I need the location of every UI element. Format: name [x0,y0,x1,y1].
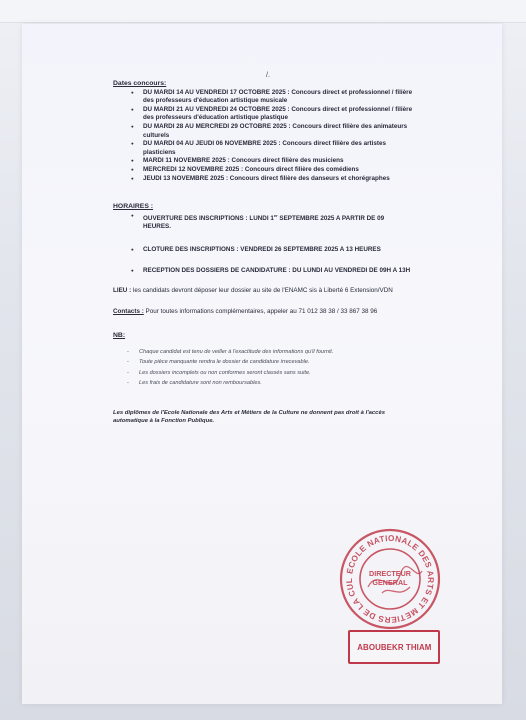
contacts-paragraph [113,308,413,317]
note-item: - Chaque candidat est tenu de veiller à l'exactitude des informations qu'il fournit. [113,347,413,357]
note-item: - Les frais de candidature sont non remboursables. [113,378,413,388]
date-item: ● MERCREDI 12 NOVEMBRE 2025 : Concours direct filière des comédiens [113,166,413,175]
date-item: ● DU MARDI 28 AU MERCREDI 29 OCTOBRE 2025 : Concours direct filière des animateurs culturels [113,123,413,140]
stamp-ring-text: ECOLE NATIONALE DES ARTS ET METIERS DE LA CUL [343,532,437,626]
horaire-item: ● CLOTURE DES INSCRIPTIONS : VENDREDI 26 SEPTEMBRE 2025 A 13 HEURES [113,246,413,255]
note-item: - Les dossiers incomplets ou non conformes seront classés sans suite. [113,368,413,378]
dates-list [113,89,413,184]
date-item: ● DU MARDI 04 AU JEUDI 06 NOVEMBRE 2025 : Concours direct filière des artistes plasticiens [113,140,413,157]
official-stamp [338,527,442,631]
note-item: - Toute pièce manquante rendra le dossier de candidature irrecevable. [113,357,413,367]
horaires-title: HORAIRES : [113,203,154,211]
stamp-center-line1: DIRECTEUR [369,569,411,578]
horaires-list [113,212,413,275]
date-item: ● JEUDI 13 NOVEMBRE 2025 : Concours direct filière des danseurs et chorégraphes [113,175,413,184]
signature-name: ABOUBEKR THIAM [356,642,432,652]
dates-title: Dates concours: [113,80,167,87]
nb-title: NB: [113,332,126,340]
top-bar [0,0,526,23]
lieu-label: LIEU : [113,287,132,295]
date-item: ● MARDI 11 NOVEMBRE 2025 : Concours direct filière des musiciens [113,157,413,166]
footer-disclaimer: Les diplômes de l'Ecole Nationale des Arts et Métiers de la Culture ne donnent pas droit à l'accès automatique à la Fonction Publique. [113,409,385,424]
stamp-graphic [338,527,442,631]
date-item: ● DU MARDI 14 AU VENDREDI 17 OCTOBRE 2025 : Concours direct et professionnel / filière des professeurs d'éducation artistique musicale [113,89,413,106]
contacts-text: Pour toutes informations complémentaires, appeler au 71 012 38 38 / 33 867 38 96 [145,307,378,315]
lieu-text: les candidats devront déposer leur dossier au site de l'ENAMC sis à Liberté 6 Extension/VDN [132,287,393,295]
lieu-paragraph [113,287,413,296]
notes-list [113,347,413,389]
signature-name-box [348,630,440,664]
date-item: ● DU MARDI 21 AU VENDREDI 24 OCTOBRE 2025 : Concours direct et professionnel / filière des professeurs d'éducation artistique plastique [113,106,413,123]
stamp-center-line2: GENERAL [372,578,408,587]
horaire-item: ● RECEPTION DES DOSSIERS DE CANDIDATURE : DU LUNDI AU VENDREDI DE 09H A 13H [113,267,413,276]
scribble-mark: /. [266,72,270,79]
document-body [113,80,413,425]
contacts-label: Contacts : [113,307,144,315]
horaire-item: ● OUVERTURE DES INSCRIPTIONS : LUNDI 1er SEPTEMBRE 2025 A PARTIR DE 09 HEURES. [113,212,413,232]
